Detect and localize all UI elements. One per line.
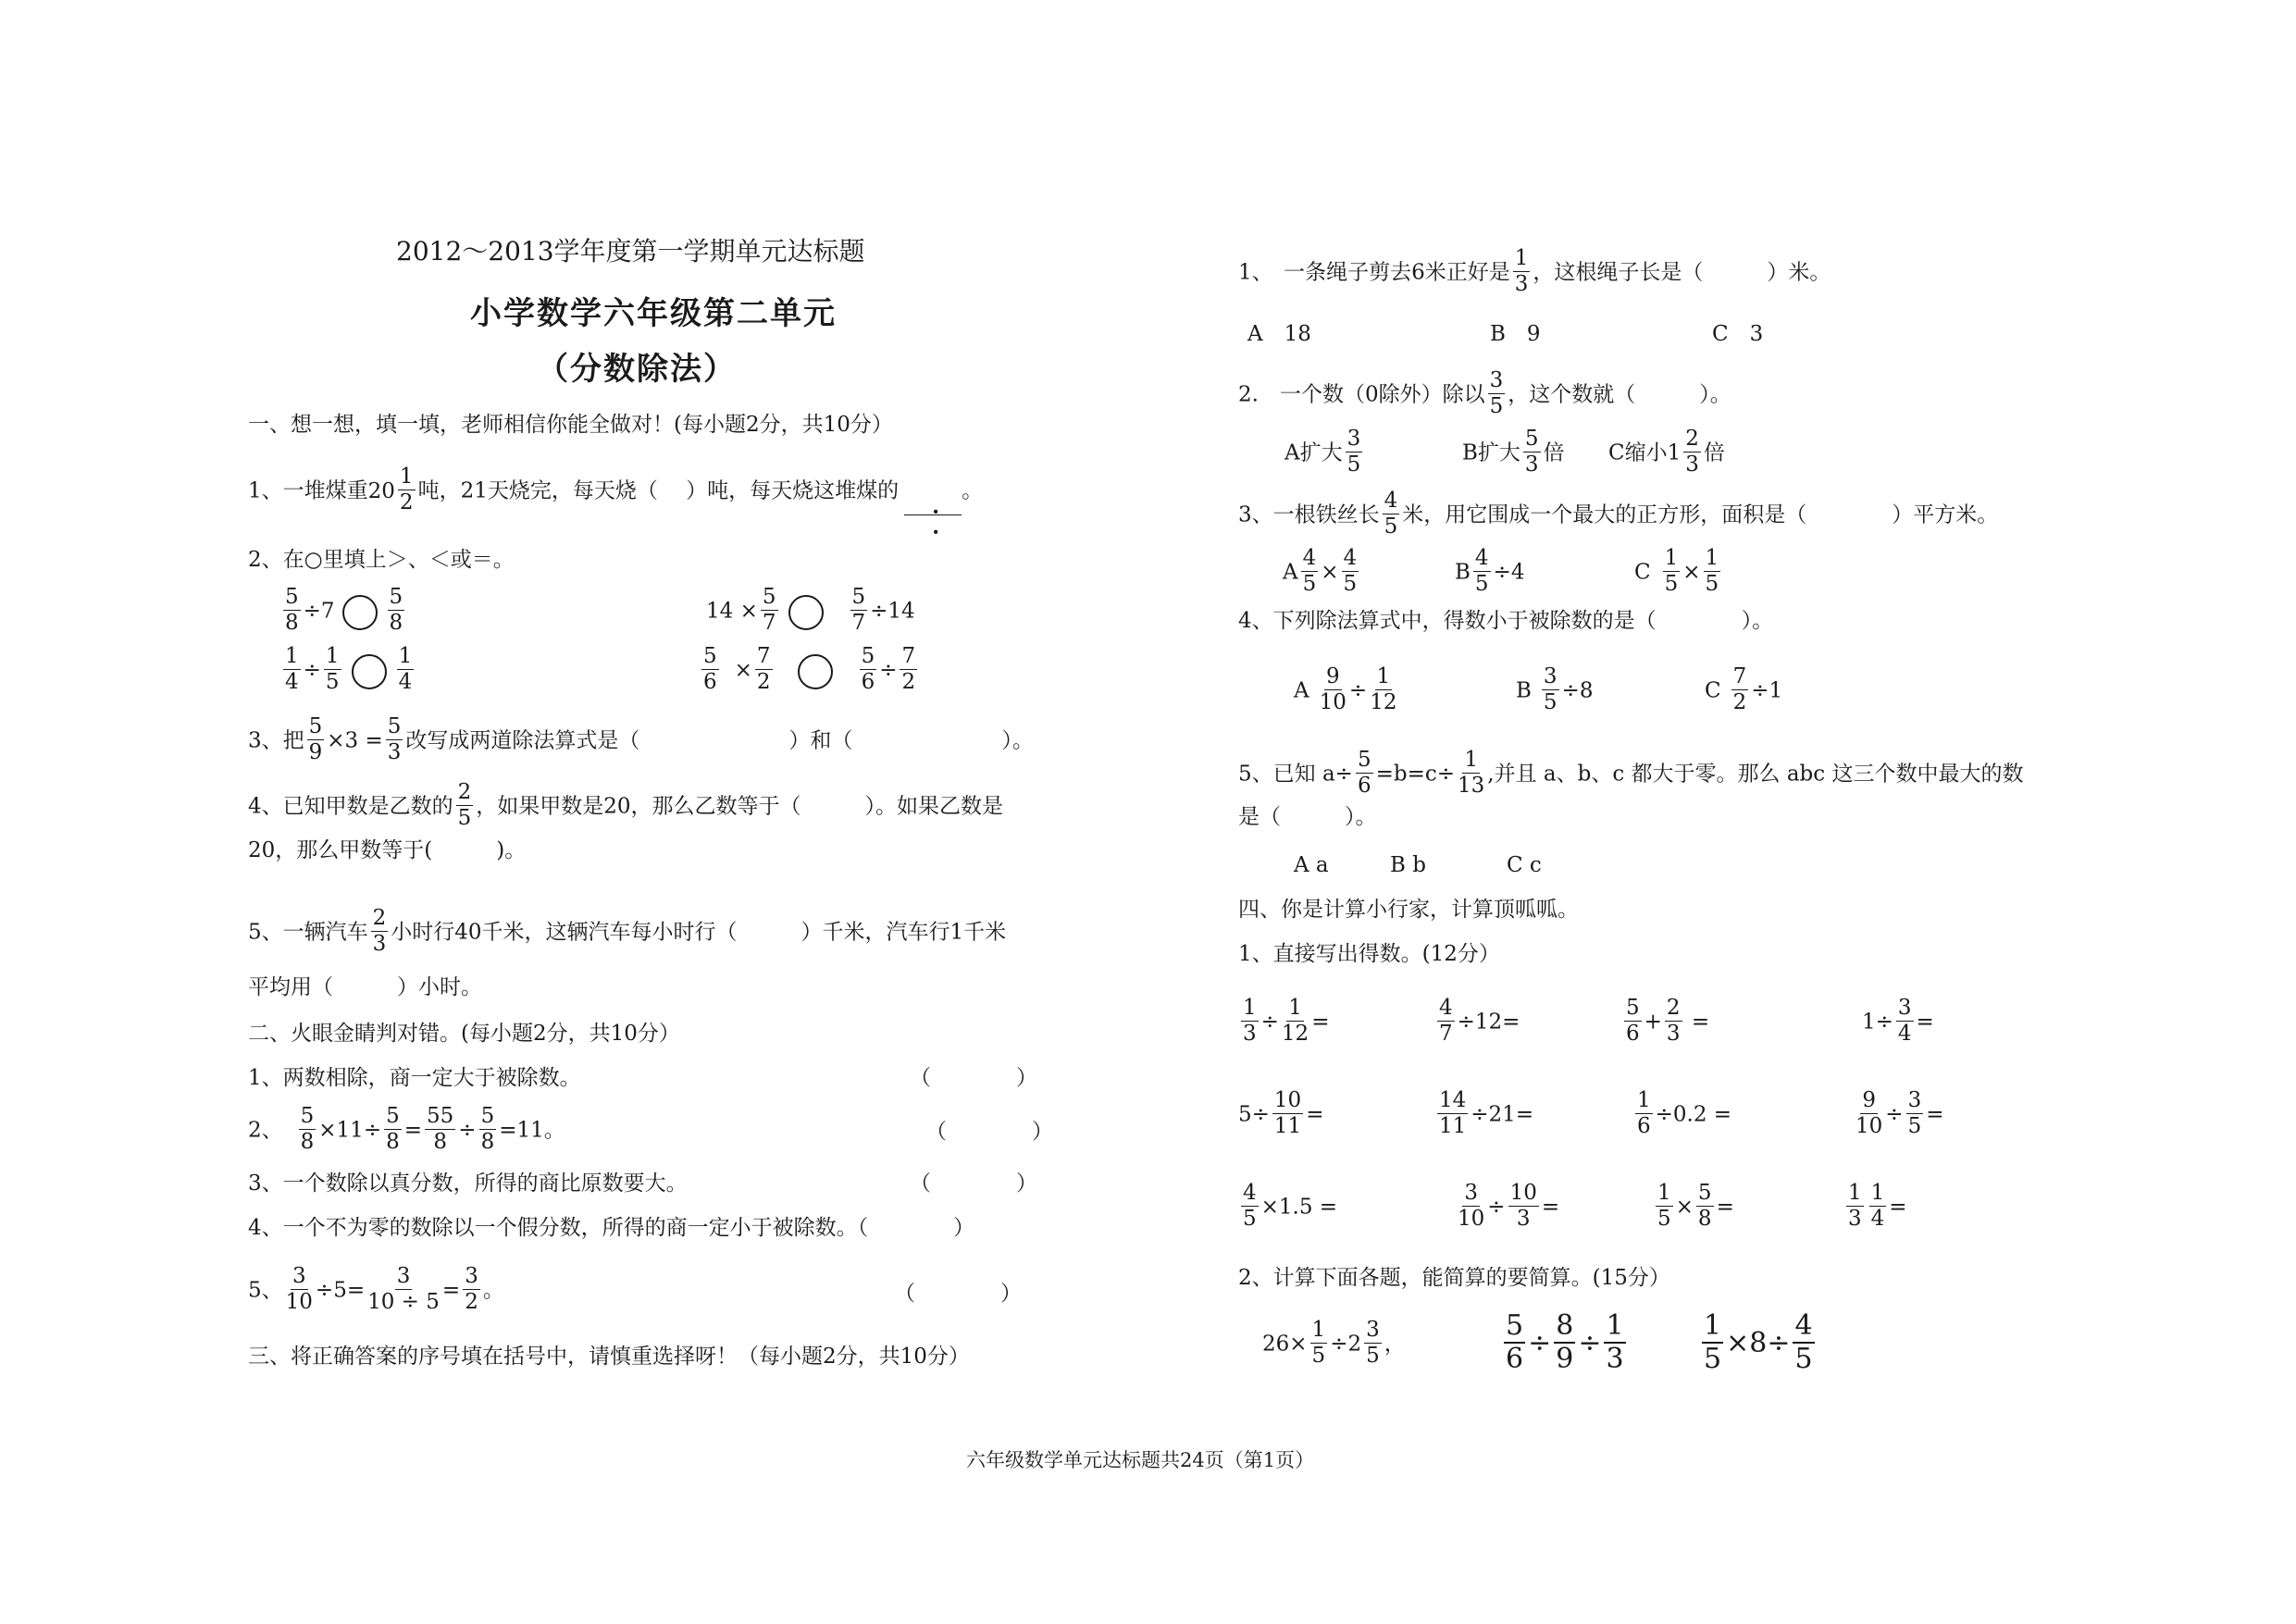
judge-2-answer[interactable]: （ ） [925,1120,1053,1144]
calc-1-4: 1÷ $\frac{3}{4}$ = [1862,996,1934,1046]
answer-blank-fraction[interactable]: · · [904,494,962,515]
calc-2-1: 5÷ $\frac{10}{11}$ = [1238,1088,1324,1138]
choice-4-option-b[interactable]: B $\frac{3}{5}$ ÷8 [1516,664,1594,714]
calc-long-1: 26× $\frac{1}{5}$ ÷2 $\frac{3}{5}$ ， [1262,1318,1406,1368]
question-1-1: 1、一堆煤重 20 $\frac{1}{2}$ 吨，21天烧完，每天烧（ ）吨，每天烧这堆煤的 · · 。 [248,465,984,545]
choice-2-option-b[interactable]: B扩大 $\frac{5}{3}$ 倍 [1462,427,1565,477]
choice-5-option-c[interactable]: C c [1507,853,1542,877]
calc-2-4: $\frac{9}{10}$ ÷ $\frac{3}{5}$ = [1855,1088,1944,1138]
calc-1-1: $\frac{1}{3}$ ÷ $\frac{1}{12}$ = [1243,996,1330,1046]
page-subtitle: （分数除法） [537,351,737,388]
calc-2-3: $\frac{1}{6}$ ÷0.2 = [1637,1088,1732,1138]
choice-2-option-c[interactable]: C缩小1 $\frac{2}{3}$ 倍 [1608,427,1725,477]
page-title: 小学数学六年级第二单元 [470,295,837,332]
compare-circle[interactable] [342,595,378,630]
choice-2: 2. 一个数（0除外）除以 $\frac{3}{5}$ ，这个数就（ ）。 [1238,368,1731,418]
question-1-3: 3、把 $\frac{5}{9}$ ×3 = $\frac{5}{3}$ 改写成两道除法算式是（ ）和（ ）。 [248,714,1034,764]
calc-3-4: $\frac{1}{3}$ $\frac{1}{4}$ = [1848,1181,1907,1231]
page-footer: 六年级数学单元达标题共24页（第1页） [966,1449,1315,1471]
calc-3-1: $\frac{4}{5}$ ×1.5 = [1243,1181,1338,1231]
compare-row-2b: $\frac{5}{6}$ × $\frac{7}{2}$ $\frac{5}{6}$ ÷ $\frac{7}{2}$ [703,644,916,694]
choice-4-option-a[interactable]: A $\frac{9}{10}$ ÷ $\frac{1}{12}$ [1294,664,1397,714]
compare-row-1a: $\frac{5}{8}$ ÷7 $\frac{5}{8}$ [285,585,403,635]
choice-3-option-b[interactable]: B $\frac{4}{5}$ ÷4 [1455,546,1525,596]
judge-1-answer[interactable]: （ ） [910,1066,1037,1090]
judge-5-answer[interactable]: （ ） [894,1282,1022,1306]
calc-1-3: $\frac{5}{6}$ + $\frac{2}{3}$ = [1626,996,1710,1046]
choice-1: 1、 一条绳子剪去6米正好是 $\frac{1}{3}$ ，这根绳子长是（ ）米。 [1238,246,1831,296]
choice-3-option-c[interactable]: C $\frac{1}{5}$ × $\frac{1}{5}$ [1634,546,1719,596]
judge-2: 2、 $\frac{5}{8}$ ×11÷ $\frac{5}{8}$ = $\frac{55}{8}$ ÷ $\frac{5}{8}$ =11。 [248,1104,565,1154]
choice-1-option-a[interactable]: A 18 [1247,322,1311,346]
choice-4: 4、下列除法算式中，得数小于被除数的是（ ）。 [1238,609,1774,633]
calc-long-2: $\frac{5}{6}$ ÷ $\frac{8}{9}$ ÷ $\frac{1}{3}$ [1506,1309,1624,1375]
calc-long-3: $\frac{1}{5}$ ×8÷ $\frac{4}{5}$ [1704,1309,1813,1375]
choice-5-option-a[interactable]: A a [1294,853,1329,877]
choice-4-option-c[interactable]: C $\frac{7}{2}$ ÷1 [1705,664,1783,714]
compare-circle[interactable] [788,595,824,630]
judge-1: 1、两数相除，商一定大于被除数。 [248,1066,581,1090]
judge-5: 5、 $\frac{3}{10}$ ÷5= $\frac{3}{10 \div 5}$ = $\frac{3}{2}$ 。 [248,1264,504,1314]
section-4-part-2: 2、计算下面各题，能简算的要简算。(15分） [1238,1266,1670,1290]
section-4-part-1: 1、直接写出得数。(12分） [1238,942,1500,966]
question-1-2: 2、在○里填上＞、＜或＝。 [248,548,515,572]
exam-term: 2012～2013学年度第一学期单元达标题 [396,236,865,267]
compare-circle[interactable] [352,654,387,689]
calc-3-3: $\frac{1}{5}$ × $\frac{5}{8}$ = [1657,1181,1734,1231]
choice-3: 3、一根铁丝长 $\frac{4}{5}$ 米，用它围成一个最大的正方形，面积是（ ）平方米。 [1238,489,1999,539]
choice-5: 5、已知 a÷ $\frac{5}{6}$ =b=c÷ $\frac{1}{13}$ ,并且 a、b、c 都大于零。那么 abc 这三个数中最大的数 [1238,748,2024,798]
question-1-4-cont: 20，那么甲数等于( )。 [248,838,527,862]
judge-3-answer[interactable]: （ ） [910,1172,1037,1196]
judge-4: 4、一个不为零的数除以一个假分数，所得的商一定小于被除数。（ ） [248,1216,975,1240]
section-2-heading: 二、火眼金睛判对错。(每小题2分，共10分） [248,1022,680,1046]
calc-3-2: $\frac{3}{10}$ ÷ $\frac{10}{3}$ = [1458,1181,1560,1231]
calc-1-2: $\frac{4}{7}$ ÷12= [1439,996,1520,1046]
choice-2-option-a[interactable]: A扩大 $\frac{3}{5}$ [1285,427,1361,477]
question-1-5: 5、一辆汽车 $\frac{2}{3}$ 小时行40千米，这辆汽车每小时行（ ）千米，汽车行1千米 [248,906,1007,956]
compare-circle[interactable] [798,654,833,689]
choice-3-option-a[interactable]: A $\frac{4}{5}$ × $\frac{4}{5}$ [1283,546,1358,596]
choice-5-option-b[interactable]: B b [1390,853,1426,877]
question-1-4: 4、已知甲数是乙数的 $\frac{2}{5}$ ，如果甲数是20，那么乙数等于（ ）。如果乙数是 [248,780,1004,830]
section-4-heading: 四、你是计算小行家，计算顶呱呱。 [1238,898,1579,922]
compare-row-1b: 14 × $\frac{5}{7}$ $\frac{5}{7}$ ÷14 [706,585,915,635]
section-3-heading: 三、将正确答案的序号填在括号中，请慎重选择呀！（每小题2分，共10分） [248,1345,970,1369]
choice-1-option-c[interactable]: C 3 [1712,322,1764,346]
question-1-5-cont: 平均用（ ）小时。 [248,975,482,999]
choice-1-option-b[interactable]: B 9 [1490,322,1541,346]
compare-row-2a: $\frac{1}{4}$ ÷ $\frac{1}{5}$ $\frac{1}{4}$ [285,644,413,694]
calc-2-2: $\frac{14}{11}$ ÷21= [1439,1088,1534,1138]
judge-3: 3、一个数除以真分数，所得的商比原数要大。 [248,1172,688,1196]
choice-5-cont: 是（ ）。 [1238,805,1377,829]
section-1-heading: 一、想一想，填一填，老师相信你能全做对！(每小题2分，共10分） [248,413,893,437]
